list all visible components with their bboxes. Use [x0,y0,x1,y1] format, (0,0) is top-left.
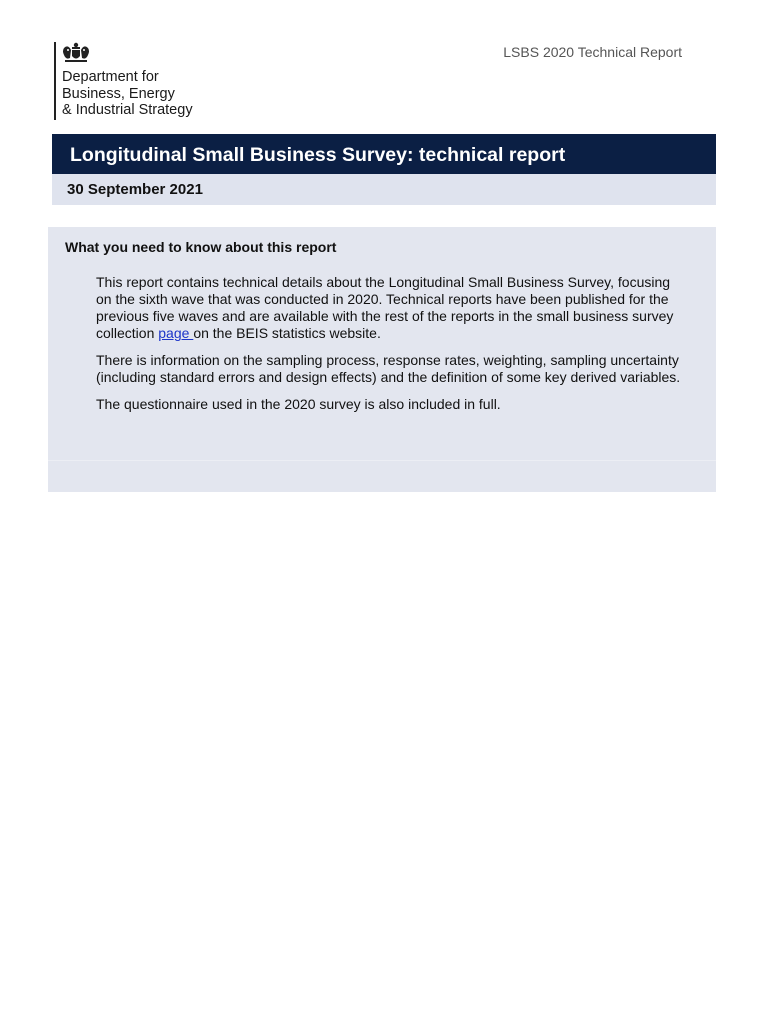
summary-heading: What you need to know about this report [65,239,337,255]
collection-page-link[interactable]: page [158,325,194,341]
summary-text: on the BEIS statistics website. [193,325,381,341]
department-name-line: Department for [62,69,159,85]
box-divider [48,460,716,461]
publication-date: 30 September 2021 [52,174,716,205]
department-name-line: & Industrial Strategy [62,102,193,118]
report-summary-box [48,227,716,492]
beis-logo [54,42,254,122]
report-title: Longitudinal Small Business Survey: technical report [52,134,716,174]
summary-paragraph [96,274,686,342]
summary-body [96,274,686,423]
summary-paragraph: The questionnaire used in the 2020 survey is also included in full. [96,396,501,412]
royal-coat-of-arms-icon [60,42,92,64]
report-header-label: LSBS 2020 Technical Report [503,44,682,60]
department-name-line: Business, Energy [62,85,175,102]
summary-paragraph: There is information on the sampling process, response rates, weighting, sampling uncertainty (including standard errors and design effects) and the definition of some key derived variables. [96,352,681,385]
summary-text: This report contains technical details about the Longitudinal Small Business Survey, focusing on the sixth wave that was conducted in 2020. Technical reports have been published for the previous five waves and are available with the rest of the reports in the small business survey collection [96,274,674,341]
department-name [62,69,193,119]
logo-divider [54,42,56,120]
